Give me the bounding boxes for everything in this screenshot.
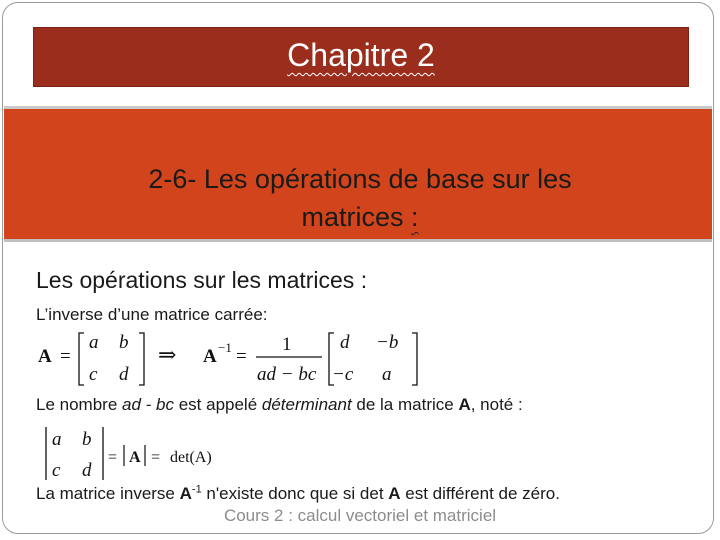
section-title-line2: matrices bbox=[301, 202, 404, 232]
det-prefix: Le nombre bbox=[36, 395, 122, 414]
subheading: Les opérations sur les matrices : bbox=[36, 267, 368, 293]
det-end: , noté : bbox=[470, 395, 523, 414]
A-inverse-exp: −1 bbox=[218, 340, 232, 355]
inv-mid: n'existe donc que si det bbox=[201, 484, 389, 503]
det-elem-c: c bbox=[52, 460, 61, 481]
inverse-label: L’inverse d’une matrice carrée: bbox=[36, 305, 268, 324]
inverse-condition-sentence bbox=[36, 483, 560, 505]
det-elem-a: a bbox=[52, 429, 62, 450]
inv-end: est différent de zéro. bbox=[400, 484, 560, 503]
det-mid: est appelé bbox=[173, 395, 262, 414]
section-title bbox=[60, 160, 660, 236]
inv-elem-a: a bbox=[382, 364, 392, 385]
det-elem-b: b bbox=[82, 429, 92, 450]
det-elem-d: d bbox=[82, 460, 92, 481]
inv-prefix: La matrice inverse bbox=[36, 484, 180, 503]
det-word: déterminant bbox=[261, 395, 352, 414]
inv-matrix-A: A bbox=[179, 484, 192, 503]
chapter-title: Chapitre 2 bbox=[287, 37, 435, 73]
matrix-A-label: A bbox=[38, 346, 52, 367]
fraction-denominator: ad − bc bbox=[257, 364, 317, 385]
inv-elem-d: d bbox=[340, 332, 350, 353]
det-equals-1: = bbox=[108, 449, 118, 466]
det-equals-2: = bbox=[151, 449, 161, 466]
A-inverse-base: A bbox=[203, 346, 217, 367]
implies-arrow: ⇒ bbox=[158, 342, 177, 367]
elem-c: c bbox=[89, 364, 98, 385]
det-A-symbol: A bbox=[129, 449, 141, 466]
inv-matrix-A2: A bbox=[388, 484, 401, 503]
det-matrix-A: A bbox=[458, 395, 471, 414]
section-title-line1: 2-6- Les opérations de base sur les bbox=[148, 164, 572, 194]
equals-2: = bbox=[236, 346, 247, 367]
section-title-colon: : bbox=[411, 202, 419, 232]
inv-elem-minus-b: −b bbox=[376, 332, 399, 353]
footer-text: Cours 2 : calcul vectoriel et matriciel bbox=[223, 506, 497, 525]
determinant-sentence bbox=[36, 394, 523, 416]
elem-b: b bbox=[119, 332, 129, 353]
header-bar bbox=[32, 26, 690, 88]
det-suffix: de la matrice bbox=[351, 395, 459, 414]
det-expression: ad - bc bbox=[122, 395, 174, 414]
fraction-numerator: 1 bbox=[282, 334, 292, 355]
elem-a: a bbox=[89, 332, 99, 353]
inv-elem-minus-c: −c bbox=[332, 364, 354, 385]
inv-exponent: -1 bbox=[191, 483, 202, 496]
elem-d: d bbox=[119, 364, 129, 385]
equals-1: = bbox=[60, 346, 71, 367]
det-function: det(A) bbox=[170, 449, 212, 466]
